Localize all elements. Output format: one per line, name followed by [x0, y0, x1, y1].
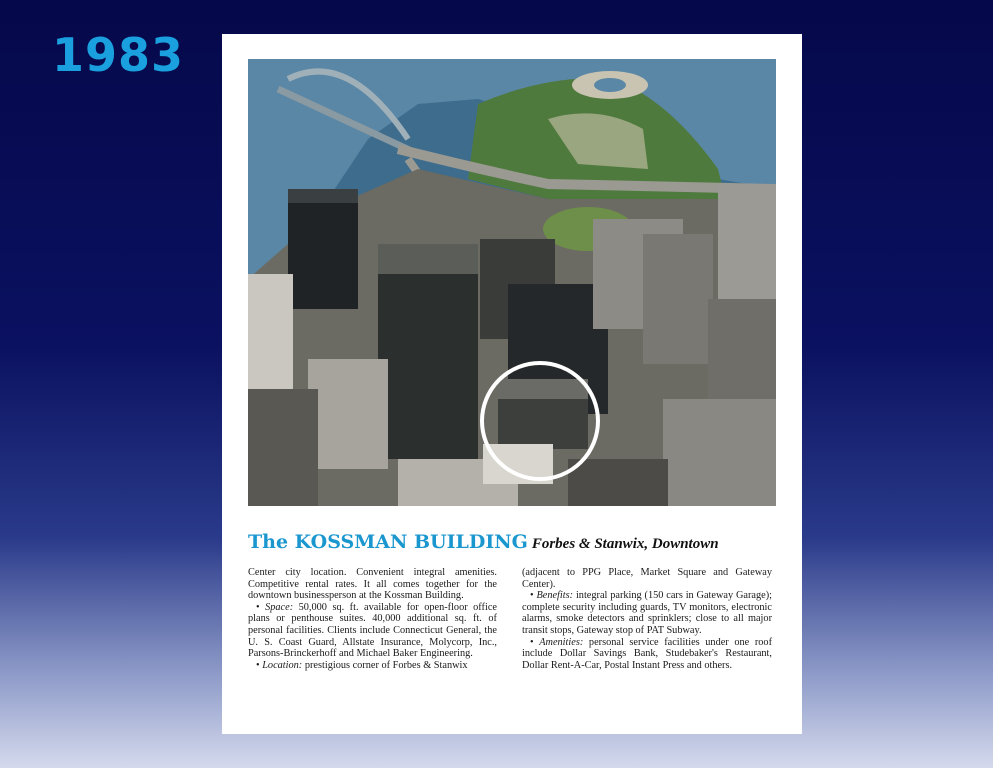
body-column-left	[248, 567, 497, 671]
space-text: 50,000 sq. ft. available for open-floor office plans or penthouse suites. 40,000 additional sq. ft. of personal facilities. Clients include Connecticut General, the U. S. Coast Guard, Allstate Insurance, Molycorp, Inc., Parsons-Brinckerhoff and Michael Baker Engineering.	[248, 601, 497, 660]
brochure-page	[222, 34, 802, 734]
location-continued: (adjacent to PPG Place, Market Square and Gateway Center).	[522, 567, 772, 590]
location-paragraph: • Location: prestigious corner of Forbes & Stanwix	[256, 659, 468, 671]
amenities-text: personal service facilities under one roof include Dollar Savings Bank, Studebaker's Restaurant, Dollar Rent-A-Car, Postal Instant Press and others.	[522, 636, 773, 671]
amenities-paragraph: • Amenities: personal service facilities under one roof include Dollar Savings Bank, Studebaker's Restaurant, Dollar Rent-A-Car, Postal Instant Press and others.	[522, 636, 773, 671]
building-title: The KOSSMAN BUILDING	[248, 531, 528, 553]
location-label: Location:	[262, 659, 303, 671]
building-address: Forbes & Stanwix, Downtown	[531, 536, 719, 552]
body-column-right	[522, 567, 772, 671]
amenities-label: Amenities:	[539, 636, 584, 648]
benefits-label: Benefits:	[536, 590, 574, 602]
intro-paragraph: Center city location. Convenient integral amenities. Competitive rental rates. It all comes together for the downtown businessperson at the Kossman Building.	[248, 567, 497, 602]
space-label: Space:	[265, 601, 294, 613]
location-text: prestigious corner of Forbes & Stanwix	[304, 659, 468, 671]
space-paragraph: • Space: 50,000 sq. ft. available for open-floor office plans or penthouse suites. 40,000 additional sq. ft. of personal facilities. Clients include Connecticut General, the U. S. Coast Guard, Allstate Insurance, Molycorp, Inc., Parsons-Brinckerhoff and Michael Baker Engineering.	[248, 601, 497, 660]
benefits-paragraph: • Benefits: integral parking (150 cars in Gateway Garage); complete security including guards, TV monitors, electronic alarms, smoke detectors and sprinklers; close to all major transit stops, Gateway stop of PAT Subway.	[522, 590, 773, 636]
ad-headline	[248, 531, 788, 553]
benefits-text: integral parking (150 cars in Gateway Garage); complete security including guards, TV monitors, electronic alarms, smoke detectors and sprinklers; close to all major transit stops, Gateway stop of PAT Subway.	[522, 590, 773, 636]
aerial-photo	[248, 59, 776, 506]
year-label: 1983	[52, 28, 185, 82]
